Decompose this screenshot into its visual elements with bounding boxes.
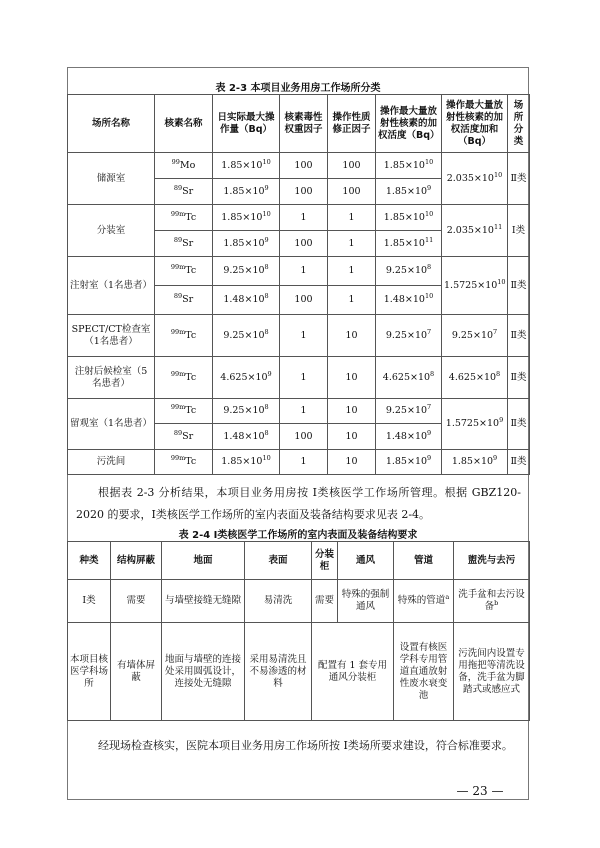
table-row — [68, 623, 530, 721]
wash-note: b — [494, 599, 499, 607]
nuclide-symbol: Tc — [185, 329, 197, 341]
weighted-sum-cell-exp: 11 — [493, 222, 503, 231]
property-cell: 1 — [328, 231, 376, 257]
daily-activity-cell — [213, 286, 280, 315]
weighted-sum-cell — [442, 450, 508, 475]
cabinet-cell: 需要 — [312, 580, 338, 623]
weighted-sum-cell — [442, 205, 508, 257]
surface-cell: 采用易清洗且不易渗透的材料 — [245, 623, 312, 721]
weighted-activity-cell-base: 9.25×10 — [385, 329, 428, 341]
header-weighted: 操作最大量放射性核素的加权活度（Bq） — [376, 95, 442, 153]
daily-activity-cell-base: 1.48×10 — [223, 294, 265, 305]
table-row — [68, 153, 530, 179]
daily-activity-cell-exp: 10 — [262, 157, 271, 166]
table-row — [68, 580, 530, 623]
weighted-sum-cell-base: 1.85×10 — [451, 456, 494, 467]
wash-cell — [454, 580, 530, 623]
weighted-sum-cell — [442, 257, 508, 315]
header-toxicity: 核素毒性权重因子 — [280, 95, 328, 153]
nuclide-mass: 99m — [170, 369, 186, 378]
weighted-sum-cell-exp: 10 — [497, 277, 506, 286]
daily-activity-cell-exp: 8 — [264, 327, 269, 336]
nuclide-mass: 89 — [173, 183, 183, 192]
nuclide-symbol: Tc — [185, 211, 197, 223]
table2-caption: 表 2-4 Ⅰ类核医学工作场所的室内表面及装备结构要求 — [178, 530, 418, 541]
toxicity-cell: 1 — [280, 257, 328, 286]
toxicity-cell: 100 — [280, 231, 328, 257]
daily-activity-cell-exp: 9 — [264, 235, 269, 244]
nuclide-symbol: Sr — [182, 294, 194, 305]
header-weighted-sum: 操作最大量放射性核素的加权活度加和（Bq） — [442, 95, 508, 153]
shield-cell: 需要 — [111, 580, 162, 623]
wash-cell: 污洗间内设置专用拖把等清洗设备，洗手盆为脚踏式或感应式 — [454, 623, 530, 721]
daily-activity-cell-base: 4.625×10 — [220, 371, 268, 383]
weighted-activity-cell — [376, 315, 442, 357]
weighted-activity-cell-exp: 9 — [427, 454, 432, 462]
cabinet-ventilation-cell: 配置有 1 套专用通风分装柜 — [312, 623, 394, 721]
daily-activity-cell-base: 1.85×10 — [221, 159, 263, 171]
property-cell: 10 — [328, 357, 376, 399]
toxicity-cell: 1 — [280, 315, 328, 357]
toxicity-cell: 1 — [280, 450, 328, 475]
place-cell: SPECT/CT检查室（1名患者） — [68, 315, 155, 357]
property-cell: 100 — [328, 153, 376, 179]
table-row — [68, 315, 530, 357]
weighted-activity-cell — [376, 286, 442, 315]
daily-activity-cell — [213, 450, 280, 475]
property-cell: 10 — [328, 424, 376, 450]
nuclide-cell — [155, 399, 213, 424]
property-cell: 10 — [328, 450, 376, 475]
toxicity-cell: 1 — [280, 399, 328, 424]
daily-activity-cell — [213, 257, 280, 286]
category-cell: Ⅱ类 — [508, 450, 530, 475]
toxicity-cell: 100 — [280, 286, 328, 315]
table1-header-row — [68, 95, 530, 153]
shield-cell: 有墙体屏蔽 — [111, 623, 162, 721]
ventilation-cell: 特殊的强制通风 — [338, 580, 394, 623]
weighted-activity-cell-base: 4.625×10 — [382, 371, 431, 383]
daily-activity-cell — [213, 357, 280, 399]
weighted-sum-cell-exp: 10 — [493, 170, 503, 179]
table-row — [68, 357, 530, 399]
nuclide-mass: 99m — [170, 403, 186, 411]
header-surface: 表面 — [245, 542, 312, 580]
weighted-activity-cell-base: 1.48×10 — [383, 294, 425, 305]
weighted-activity-cell — [376, 231, 442, 257]
weighted-activity-cell-exp: 10 — [424, 292, 434, 300]
weighted-activity-cell — [376, 424, 442, 450]
weighted-activity-cell — [376, 257, 442, 286]
kind-cell: 本项目核医学科场所 — [68, 623, 111, 721]
weighted-activity-cell-exp: 10 — [424, 209, 434, 218]
header-daily: 日实际最大操作量（Bq） — [213, 95, 280, 153]
place-cell: 污洗间 — [68, 450, 155, 475]
daily-activity-cell — [213, 315, 280, 357]
wash-text: 洗手盆和去污设备 — [458, 589, 525, 612]
weighted-activity-cell-base: 1.85×10 — [383, 237, 425, 249]
daily-activity-cell — [213, 179, 280, 205]
nuclide-cell — [155, 205, 213, 231]
kind-cell: Ⅰ类 — [68, 580, 111, 623]
daily-activity-cell-base: 9.25×10 — [223, 265, 265, 276]
weighted-sum-cell — [442, 153, 508, 205]
category-cell: Ⅱ类 — [508, 315, 530, 357]
place-cell: 留观室（1名患者） — [68, 399, 155, 450]
nuclide-mass: 99m — [170, 263, 186, 271]
header-property: 操作性质修正因子 — [328, 95, 376, 153]
weighted-activity-cell-exp: 11 — [424, 235, 434, 244]
header-nuclide: 核素名称 — [155, 95, 213, 153]
weighted-activity-cell-base: 1.85×10 — [383, 211, 425, 223]
toxicity-cell: 100 — [280, 179, 328, 205]
weighted-activity-cell-exp: 8 — [427, 263, 432, 271]
daily-activity-cell-exp: 8 — [264, 403, 269, 411]
property-cell: 10 — [328, 399, 376, 424]
table-row — [68, 257, 530, 286]
nuclide-cell — [155, 424, 213, 450]
weighted-sum-cell-base: 1.5725×10 — [445, 418, 500, 429]
category-cell: Ⅱ类 — [508, 257, 530, 315]
table1-caption: 表 2-3 本项目业务用房工作场所分类 — [215, 83, 381, 94]
property-cell: 1 — [328, 286, 376, 315]
property-cell: 1 — [328, 205, 376, 231]
nuclide-symbol: Mo — [179, 159, 196, 171]
nuclide-cell — [155, 450, 213, 475]
weighted-activity-cell — [376, 399, 442, 424]
weighted-sum-cell-exp: 7 — [493, 327, 498, 336]
nuclide-cell — [155, 286, 213, 315]
nuclide-symbol: Tc — [185, 265, 197, 276]
weighted-sum-cell-base: 1.5725×10 — [444, 279, 498, 291]
nuclide-cell — [155, 257, 213, 286]
weighted-sum-cell-exp: 8 — [496, 369, 501, 378]
weighted-activity-cell-base: 9.25×10 — [385, 265, 428, 276]
table-row — [68, 399, 530, 424]
weighted-activity-cell — [376, 153, 442, 179]
weighted-sum-cell-base: 9.25×10 — [451, 329, 494, 341]
pipe-text: 特殊的管道 — [397, 595, 446, 606]
daily-activity-cell — [213, 205, 280, 231]
nuclide-cell — [155, 153, 213, 179]
daily-activity-cell-exp: 8 — [264, 428, 269, 437]
weighted-sum-cell-exp: 9 — [493, 454, 498, 462]
weighted-activity-cell-base: 1.85×10 — [385, 185, 428, 197]
nuclide-symbol: Tc — [185, 405, 197, 416]
nuclide-symbol: Tc — [185, 456, 197, 467]
daily-activity-cell — [213, 424, 280, 450]
nuclide-mass: 99 — [171, 157, 180, 166]
weighted-sum-cell-base: 4.625×10 — [448, 371, 497, 383]
nuclide-mass: 99m — [170, 454, 186, 462]
property-cell: 10 — [328, 315, 376, 357]
place-cell: 注射后候检室（5名患者） — [68, 357, 155, 399]
header-cabinet: 分装柜 — [312, 542, 338, 580]
daily-activity-cell — [213, 231, 280, 257]
page-number: — 23 — — [456, 784, 504, 798]
nuclide-mass: 89 — [173, 428, 183, 437]
weighted-activity-cell — [376, 179, 442, 205]
header-kind: 种类 — [68, 542, 111, 580]
pipe-note: a — [445, 593, 450, 601]
paragraph-conclusion: 经现场检查核实，医院本项目业务用房工作场所按 Ⅰ类场所要求建设，符合标准要求。 — [98, 739, 513, 752]
daily-activity-cell-base: 1.85×10 — [221, 456, 263, 467]
daily-activity-cell-exp: 8 — [264, 263, 269, 271]
toxicity-cell: 100 — [280, 153, 328, 179]
place-cell: 储源室 — [68, 153, 155, 205]
weighted-activity-cell-base: 9.25×10 — [385, 405, 428, 416]
weighted-sum-cell-base: 2.035×10 — [446, 224, 494, 236]
daily-activity-cell-base: 1.48×10 — [223, 430, 265, 442]
weighted-activity-cell-exp: 7 — [427, 403, 432, 411]
floor-cell: 地面与墙壁的连接处采用圆弧设计，连接处无缝隙 — [162, 623, 245, 721]
category-cell: Ⅱ类 — [508, 357, 530, 399]
daily-activity-cell-exp: 9 — [267, 369, 272, 378]
nuclide-mass: 89 — [173, 235, 183, 244]
header-category: 场所分类 — [508, 95, 530, 153]
category-cell: Ⅱ类 — [508, 399, 530, 450]
pipe-cell: 设置有核医学科专用管道直通放射性废水衰变池 — [394, 623, 454, 721]
weighted-activity-cell-exp: 7 — [427, 327, 432, 336]
daily-activity-cell — [213, 399, 280, 424]
weighted-activity-cell-exp: 9 — [427, 428, 432, 437]
table-row — [68, 205, 530, 231]
daily-activity-cell-exp: 9 — [264, 183, 269, 192]
header-ventilation: 通风 — [338, 542, 394, 580]
category-cell: Ⅱ类 — [508, 153, 530, 205]
nuclide-symbol: Tc — [185, 371, 197, 383]
floor-cell: 与墙壁接缝无缝隙 — [162, 580, 245, 623]
nuclide-symbol: Sr — [182, 185, 194, 197]
daily-activity-cell-exp: 10 — [262, 454, 271, 462]
weighted-sum-cell-exp: 9 — [499, 416, 504, 424]
place-cell: 分装室 — [68, 205, 155, 257]
surface-cell: 易清洗 — [245, 580, 312, 623]
weighted-activity-cell-base: 1.85×10 — [385, 456, 428, 467]
toxicity-cell: 1 — [280, 357, 328, 399]
nuclide-cell — [155, 179, 213, 205]
daily-activity-cell-exp: 8 — [264, 292, 269, 300]
weighted-activity-cell-base: 1.85×10 — [383, 159, 425, 171]
daily-activity-cell-base: 9.25×10 — [223, 329, 265, 341]
weighted-activity-cell-base: 1.48×10 — [385, 430, 428, 442]
nuclide-mass: 99m — [170, 327, 186, 336]
category-cell: Ⅰ类 — [508, 205, 530, 257]
header-place: 场所名称 — [68, 95, 155, 153]
weighted-activity-cell-exp: 9 — [427, 183, 432, 192]
nuclide-mass: 99m — [170, 209, 186, 218]
nuclide-cell — [155, 315, 213, 357]
weighted-activity-cell-exp: 8 — [430, 369, 435, 378]
nuclide-cell — [155, 231, 213, 257]
weighted-sum-cell-base: 2.035×10 — [446, 172, 494, 184]
nuclide-symbol: Sr — [182, 430, 194, 442]
weighted-activity-cell — [376, 205, 442, 231]
paragraph-analysis: 根据表 2-3 分析结果，本项目业务用房按 Ⅰ类核医学工作场所管理。根据 GBZ120-2020 的要求，Ⅰ类核医学工作场所的室内表面及装备结构要求见表 2-4。 — [76, 486, 521, 521]
daily-activity-cell-base: 9.25×10 — [223, 405, 265, 416]
header-wash: 盥洗与去污 — [454, 542, 530, 580]
property-cell: 100 — [328, 179, 376, 205]
daily-activity-cell-exp: 10 — [262, 209, 271, 218]
weighted-activity-cell-exp: 10 — [424, 157, 434, 166]
nuclide-cell — [155, 357, 213, 399]
toxicity-cell: 100 — [280, 424, 328, 450]
weighted-sum-cell — [442, 315, 508, 357]
daily-activity-cell-base: 1.85×10 — [223, 237, 265, 249]
table2-header-row — [68, 542, 530, 580]
weighted-activity-cell — [376, 357, 442, 399]
nuclide-mass: 89 — [173, 292, 183, 300]
daily-activity-cell — [213, 153, 280, 179]
pipe-cell — [394, 580, 454, 623]
table-row — [68, 450, 530, 475]
structure-requirements-table — [67, 541, 530, 721]
weighted-sum-cell — [442, 399, 508, 450]
property-cell: 1 — [328, 257, 376, 286]
header-floor: 地面 — [162, 542, 245, 580]
toxicity-cell: 1 — [280, 205, 328, 231]
header-pipe: 管道 — [394, 542, 454, 580]
header-shield: 结构屏蔽 — [111, 542, 162, 580]
weighted-sum-cell — [442, 357, 508, 399]
weighted-activity-cell — [376, 450, 442, 475]
place-cell: 注射室（1名患者） — [68, 257, 155, 315]
workplace-classification-table — [67, 94, 530, 475]
daily-activity-cell-base: 1.85×10 — [221, 211, 263, 223]
nuclide-symbol: Sr — [182, 237, 194, 249]
daily-activity-cell-base: 1.85×10 — [223, 185, 265, 197]
